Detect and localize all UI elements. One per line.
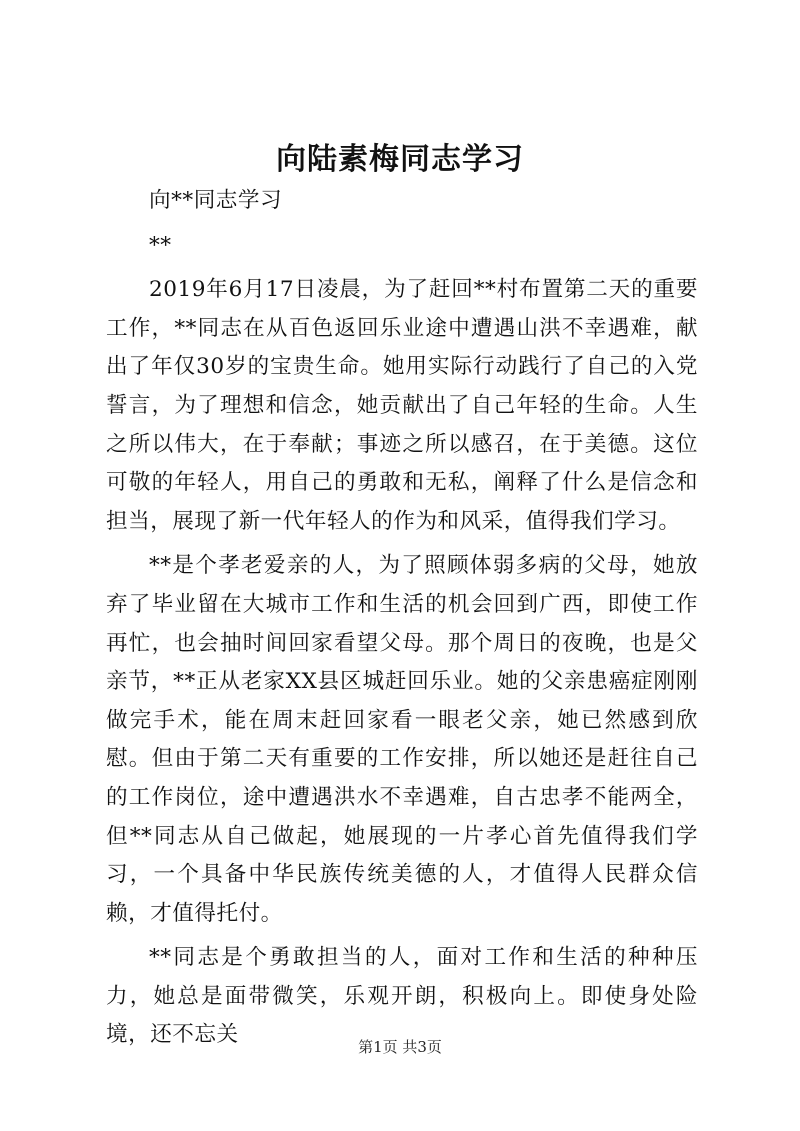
page-number-footer: 第1页 共3页 — [358, 1038, 442, 1056]
paragraph-filial-piety: **是个孝老爱亲的人，为了照顾体弱多病的父母，她放弃了毕业留在大城市工作和生活的机会回到广西，即使工作再忙，也会抽时间回家看望父母。那个周日的夜晚，也是父亲节，**正从老家XX县区城赶回乐业。她的父亲患癌症刚刚做完手术，能在周末赶回家看一眼老父亲，她已然感到欣慰。但由于第二天有重要的工作安排，所以她还是赶往自己的工作岗位，途中遭遇洪水不幸遇难，自古忠孝不能两全，但**同志从自己做起，她展现的一片孝心首先值得我们学习，一个具备中华民族传统美德的人，才值得人民群众信赖，才值得托付。 — [106, 553, 698, 926]
document-body — [106, 182, 698, 1055]
paragraph-subtitle: 向**同志学习 — [149, 188, 283, 213]
document-title: 向陆素梅同志学习 — [276, 142, 524, 177]
paragraph-intro: 2019年6月17日凌晨，为了赶回**村布置第二天的重要工作，**同志在从百色返回乐业途中遭遇山洪不幸遇难，献出了年仅30岁的宝贵生命。她用实际行动践行了自己的入党誓言，为了理想和信念，她贡献出了自己年轻的生命。人生之所以伟大，在于奉献；事迹之所以感召，在于美德。这位可敬的年轻人，用自己的勇敢和无私，阐释了什么是信念和担当，展现了新一代年轻人的作为和风采，值得我们学习。 — [106, 277, 698, 534]
paragraph-name-placeholder: ** — [149, 232, 172, 258]
paragraph-courage: **同志是个勇敢担当的人，面对工作和生活的种种压力，她总是面带微笑，乐观开朗，积极向上。即使身处险境，还不忘关 — [106, 945, 698, 1048]
